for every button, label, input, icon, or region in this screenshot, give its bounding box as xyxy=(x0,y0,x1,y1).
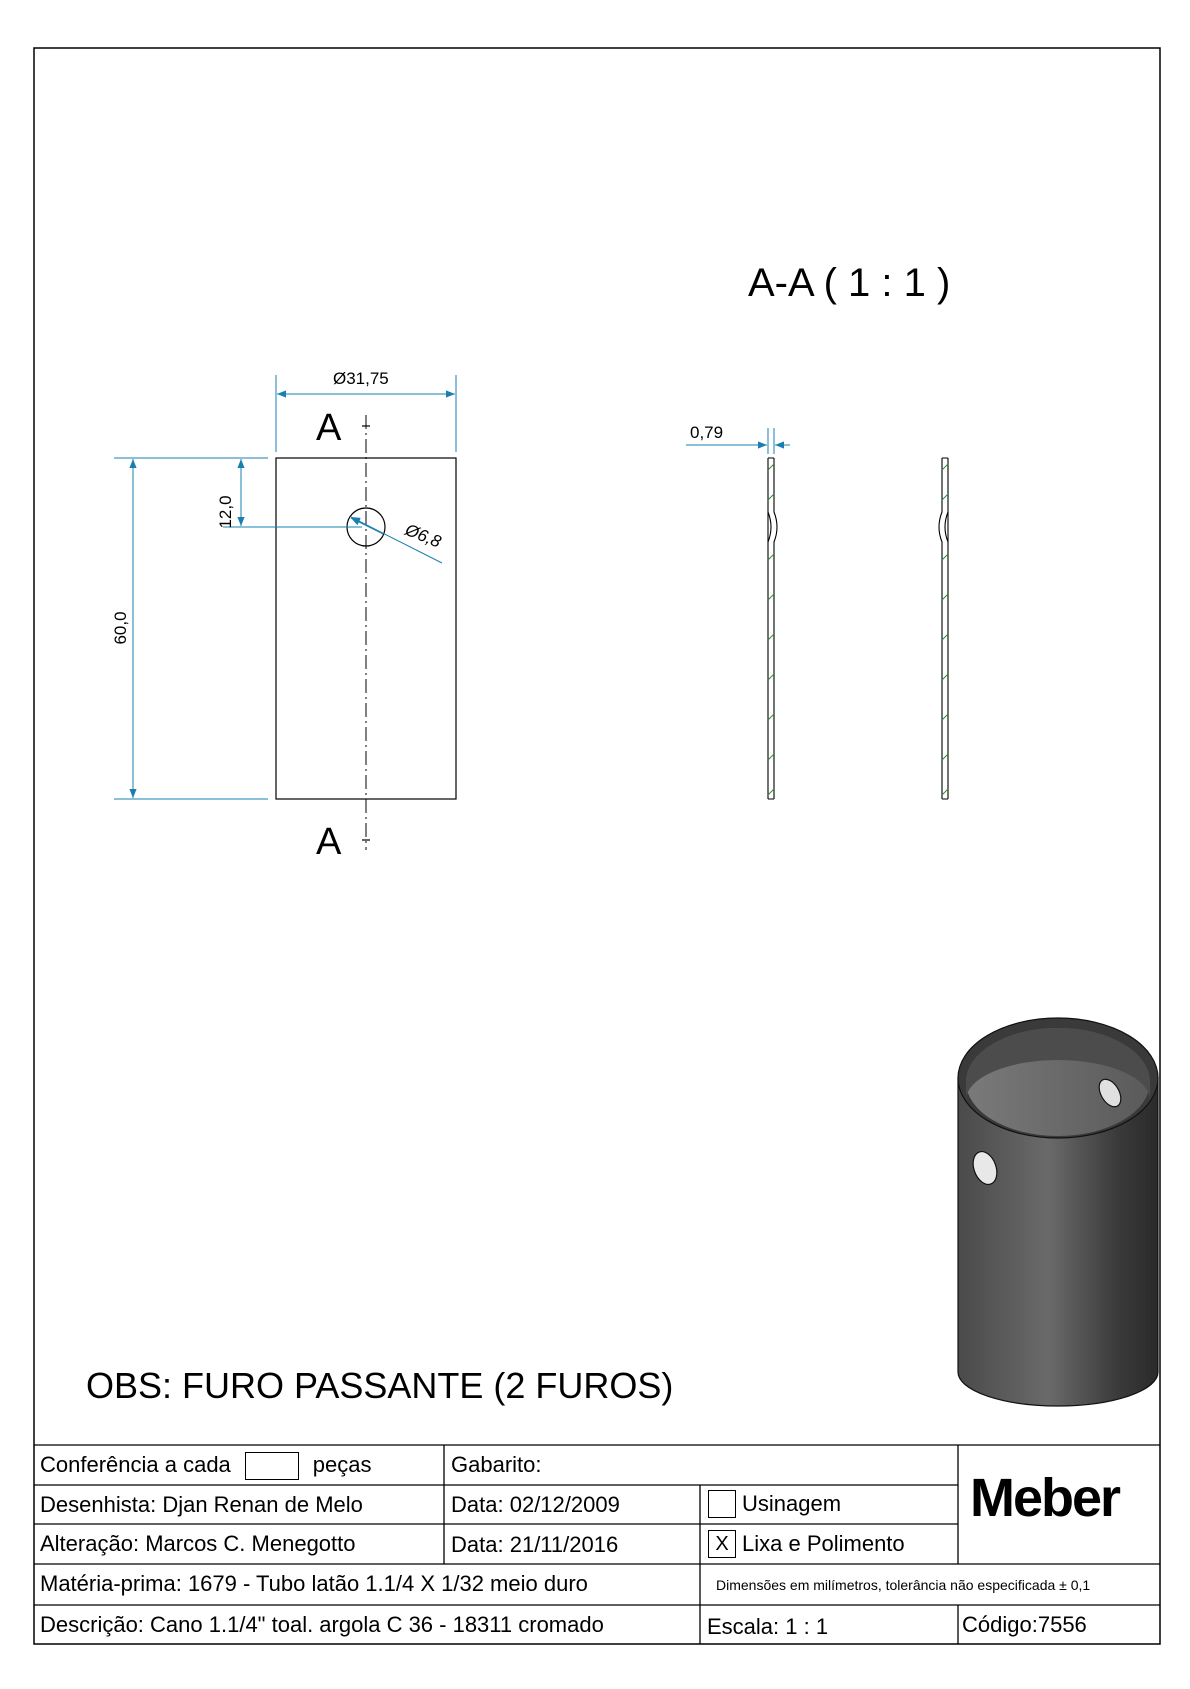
alteracao-value: Marcos C. Menegotto xyxy=(145,1531,356,1556)
dim-offset-label: 12,0 xyxy=(216,495,235,529)
data1-label: Data: xyxy=(451,1492,504,1517)
materia-label: Matéria-prima: xyxy=(40,1571,182,1596)
materia-cell xyxy=(40,1573,588,1595)
iso-tube-render xyxy=(958,1018,1158,1406)
company-logo: Meber xyxy=(970,1468,1120,1528)
dim-height-label: 60,0 xyxy=(111,611,130,645)
dim-hole-label: Ø6,8 xyxy=(402,520,444,552)
data2-value: 21/11/2016 xyxy=(509,1532,619,1557)
dim-diameter-label: Ø31,75 xyxy=(333,369,389,388)
escala-label: Escala: 1 : 1 xyxy=(707,1614,829,1639)
lixa-label: Lixa e Polimento xyxy=(742,1531,905,1556)
tube-outline xyxy=(276,458,456,799)
section-mark-top: A xyxy=(316,407,342,449)
codigo-label: Código: xyxy=(962,1612,1038,1637)
obs-note: OBS: FURO PASSANTE (2 FUROS) xyxy=(86,1365,674,1406)
codigo-value: 7556 xyxy=(1037,1612,1087,1637)
lixa-cell xyxy=(708,1530,905,1558)
data2-label: Data: xyxy=(451,1532,504,1557)
desenhista-cell xyxy=(40,1494,363,1516)
materia-value: 1679 - Tubo latão 1.1/4 X 1/32 meio duro xyxy=(187,1571,588,1596)
tolerance-note: Dimensões em milímetros, tolerância não especificada ± 0,1 xyxy=(716,1577,1091,1593)
codigo-cell xyxy=(962,1614,1087,1636)
section-wall-left xyxy=(768,458,777,799)
descricao-label: Descrição: xyxy=(40,1612,144,1637)
usinagem-label: Usinagem xyxy=(742,1491,842,1516)
conferencia-suffix: peças xyxy=(312,1451,372,1477)
descricao-cell xyxy=(40,1614,604,1636)
conferencia-cell xyxy=(40,1452,372,1480)
conferencia-count-box[interactable] xyxy=(245,1452,299,1480)
dim-wall-label: 0,79 xyxy=(690,423,724,442)
descricao-value: Cano 1.1/4" toal. argola C 36 - 18311 cromado xyxy=(150,1612,604,1637)
section-wall-right xyxy=(939,458,948,799)
section-hatching xyxy=(768,464,948,795)
data2-cell xyxy=(451,1534,618,1556)
alteracao-label: Alteração: xyxy=(40,1531,140,1556)
gabarito-label: Gabarito: xyxy=(451,1452,542,1477)
usinagem-cell xyxy=(708,1490,841,1518)
data1-value: 02/12/2009 xyxy=(509,1492,620,1517)
alteracao-cell xyxy=(40,1533,356,1555)
usinagem-checkbox[interactable] xyxy=(708,1490,736,1518)
conferencia-prefix: Conferência a cada xyxy=(40,1451,231,1477)
section-view xyxy=(686,261,950,799)
desenhista-value: Djan Renan de Melo xyxy=(162,1492,363,1517)
lixa-checkbox[interactable]: X xyxy=(708,1530,736,1558)
dim-hole-arrow xyxy=(351,518,383,534)
data1-cell xyxy=(451,1494,620,1516)
front-view xyxy=(111,369,456,863)
section-mark-bottom: A xyxy=(316,821,342,863)
desenhista-label: Desenhista: xyxy=(40,1492,157,1517)
section-title: A-A ( 1 : 1 ) xyxy=(748,261,951,305)
